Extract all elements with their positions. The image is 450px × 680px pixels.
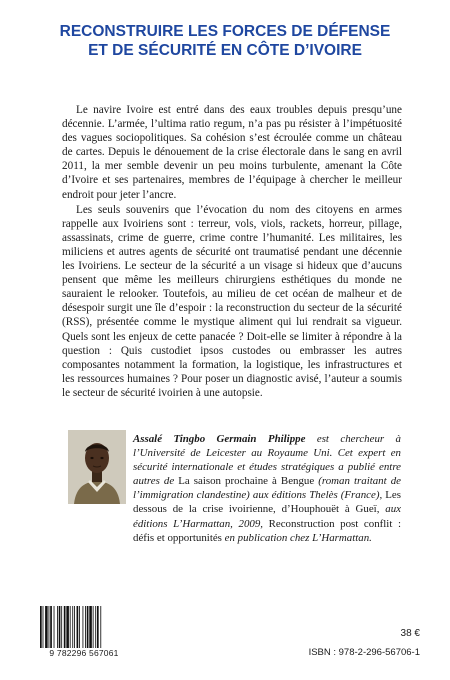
bio-text-3: aux éditions L’Harmattan, 2009, (133, 503, 401, 530)
barcode-digits: 9 782296 567061 (49, 648, 119, 658)
author-name: Assalé Tingbo Germain Philippe (133, 433, 306, 445)
book-title-2: Les dessous de la crise ivoirienne, d’Houphouët à Gueï, (133, 489, 401, 516)
bio-text-1: est chercheur à l’Université de Leicester au Royaume Uni. Cet expert en sécurité internationale et études stratégiques a publié entre autres de (133, 433, 401, 488)
bio-text-4: en publication chez L’Harmattan. (221, 531, 372, 544)
bio-text-2: (roman traitant de l’immigration clandestine) aux éditions Thelès (France), (133, 475, 401, 502)
book-title-1: La saison prochaine à Bengue (178, 475, 315, 488)
paragraph-1: Le navire Ivoire est entré dans des eaux troubles depuis presqu’une décennie. L’armée, l’ultima ratio regum, n’a pas pu résister à l’impétuosité des vagues sociopolitiques. Sa cohésion s’est écroulée comme un château de cartes. Depuis le dénouement de la crise électorale dans le sang en avril 2011, la mer semble devenir un peu moins turbulente, amenant la Côte d’Ivoire et ses partenaires, membres de l’équipage à chercher le meilleur endroit pour jeter l’ancre. (62, 104, 402, 201)
price: 38 € (400, 628, 420, 639)
title-line-1: RECONSTRUIRE LES FORCES DE DÉFENSE (59, 23, 391, 40)
title-line-2: ET DE SÉCURITÉ EN CÔTE D’IVOIRE (88, 42, 362, 59)
back-cover-text (62, 103, 402, 400)
book-title (40, 22, 410, 60)
author-bio (133, 432, 401, 545)
isbn: ISBN : 978-2-296-56706-1 (308, 647, 420, 658)
author-portrait-icon (68, 430, 126, 504)
book-title-3: Reconstruction post conflit : défis et opportunités (133, 517, 401, 544)
barcode (38, 606, 128, 648)
paragraph-2: Les seuls souvenirs que l’évocation du nom des citoyens en armes rappelle aux Ivoiriens sont : terreur, vols, viols, rackets, horreur, pillage, assassinats, crime de guerre, crime contre l’humanité. Les militaires, les miliciens et autres agents de sécurité ont traumatisé pendant une décennie les Ivoiriens. Le secteur de la sécurité a un visage si hideux que d’aucuns pensent que même les meilleurs chirurgiens esthétiques du monde ne sauraient le relooker. Toutefois, au milieu de cet océan de malheur et de désespoir surgit une île d’espoir : la reconstruction du secteur de la sécurité (RSS), présentée comme le mystique aliment qui lui rendrait sa vigueur. Quels sont les enjeux de cette panacée ? Doit-elle se limiter à répondre à la question : Quis custodiet ipsos custodes ou embrasser les autres composantes notamment la formation, la logistique, les infrastructures et les ressources humaines ? Pour poser un diagnostic avisé, l’auteur a soumis le secteur de sécurité ivoirien à une autopsie. (62, 203, 402, 399)
ean13-barcode-icon (38, 606, 128, 648)
author-photo (68, 430, 126, 504)
